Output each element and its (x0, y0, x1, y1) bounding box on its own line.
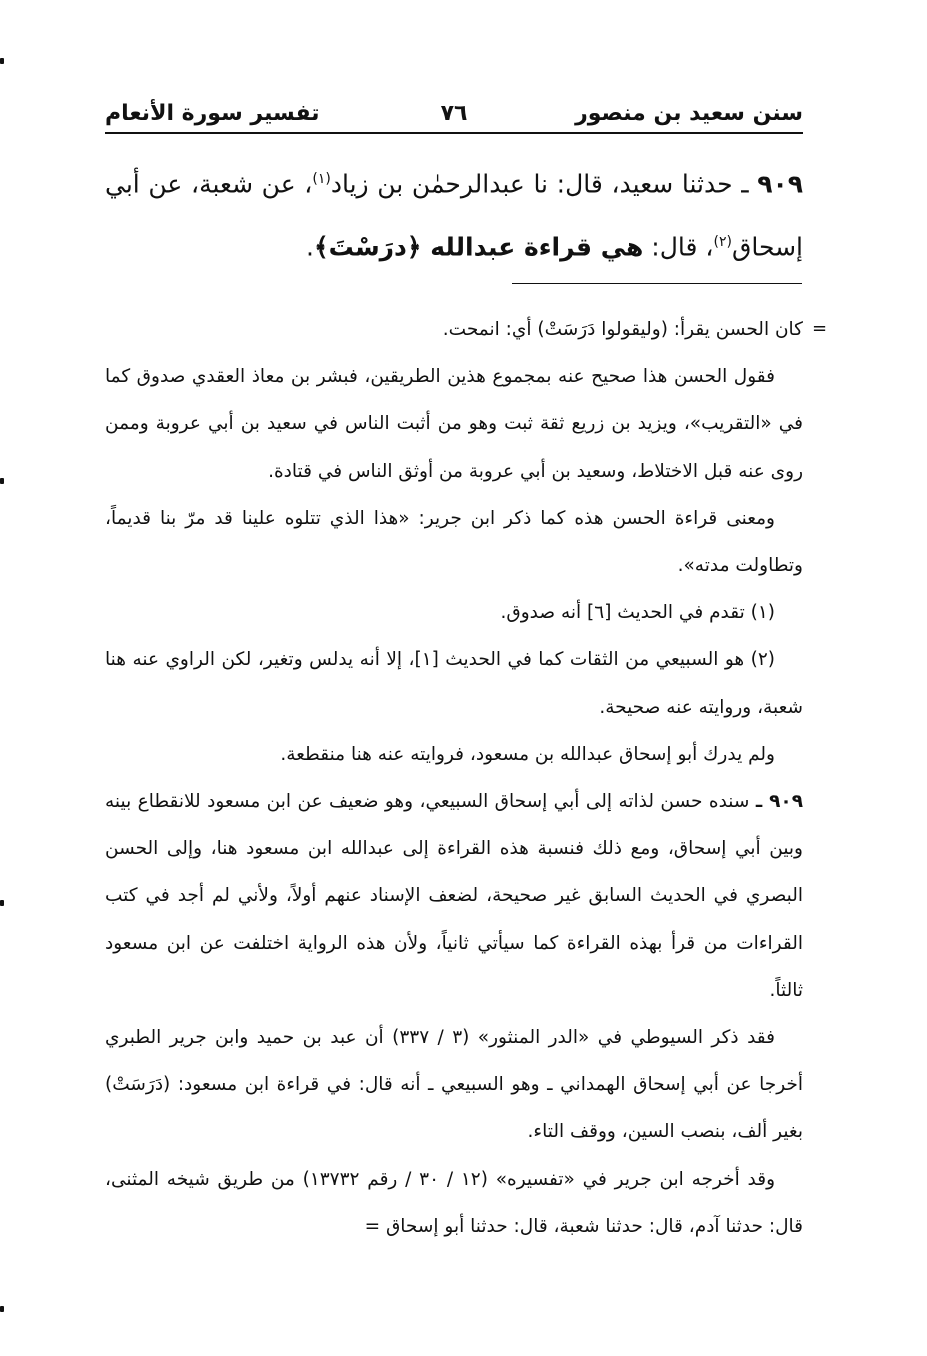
takhrij-paragraph (105, 778, 803, 1014)
margin-mark (0, 1306, 4, 1312)
note-paragraph: فقول الحسن هذا صحيح عنه بمجموع هذين الطريقين، فبشر بن معاذ العقدي صدوق كما في «التقريب»، ويزيد بن زريع ثقة ثبت وهو من أثبت الناس في سعيد بن أبي عروبة وممن روى عنه قبل الاختلاط، وسعيد بن أبي عروبة من أوثق الناس في قتادة. (105, 366, 803, 482)
hadith-chain-part-2: ، عن شعبة، عن أبي إسحاق (105, 169, 803, 262)
footnotes (105, 306, 803, 1250)
footnote-1: (١) تقدم في الحديث [٦] أنه صدوق. (500, 602, 775, 624)
margin-mark (0, 478, 4, 484)
footnote-marker: (٢) (713, 234, 732, 251)
hadith-chain-part-1: ـ حدثنا سعيد، قال: نا عبدالرحمٰن بن زياد (330, 169, 758, 199)
margin-mark (0, 900, 4, 906)
hadith-chain-part-3: ، قال: (643, 232, 714, 262)
footnote-divider (512, 283, 802, 284)
footnote-2: (٢) هو السبيعي من الثقات كما في الحديث [١]، إلا أنه يدلس وتغير، لكن الراوي عنه هنا شعبة، وروايته عنه صحيحة. (105, 649, 803, 718)
hadith-text (105, 150, 803, 277)
section-title: تفسير سورة الأنعام (105, 101, 320, 126)
quran-reading: هي قراءة عبدالله ﴿درَسْتَ﴾ (313, 232, 644, 262)
takhrij-text: سنده حسن لذاته إلى أبي إسحاق السبيعي، وهو ضعيف عن ابن مسعود للانقطاع بينه وبين أبي إسحاق، ومع ذلك فنسبة هذه القراءة إلى عبدالله ابن مسعود هنا، وإلى الحسن البصري في الحديث السابق غير صحيحة، لضعف الإسناد عنهم أولاً، ولأني لم أجد في كتب القراءات من قرأ بهذه القراءة كما سيأتي ثانياً، ولأن هذه الرواية اختلفت عن ابن مسعود ثالثاً. (105, 791, 803, 1001)
note-paragraph: وقد أخرجه ابن جرير في «تفسيره» (١٢ / ٣٠ / رقم ١٣٧٣٢) من طريق شيخه المثنى، قال: حدثنا آدم، قال: حدثنا شعبة، قال: حدثنا أبو إسحاق = (105, 1168, 803, 1237)
page-header (105, 92, 803, 134)
note-paragraph: كان الحسن يقرأ: (وليقولوا دَرَسَتْ) أي: انمحت. (442, 319, 803, 340)
page-number: ٧٦ (440, 101, 468, 126)
note-paragraph: ومعنى قراءة الحسن هذه كما ذكر ابن جرير: «هذا الذي تتلوه علينا قد مرّ بنا قديماً، وتطاولت مدته». (105, 507, 803, 577)
footnote-marker: (١) (312, 171, 331, 187)
note-paragraph: ولم يدرك أبو إسحاق عبدالله بن مسعود، فروايته عنه هنا منقطعة. (280, 743, 775, 765)
continuation-mark: = (812, 318, 828, 339)
hadith-end: . (306, 232, 314, 262)
note-paragraph: فقد ذكر السيوطي في «الدر المنثور» (٣ / ٣٣٧) أن عبد بن حميد وابن جرير الطبري أخرجا عن أبي إسحاق الهمداني ـ وهو السبيعي ـ أنه قال: في قراءة ابن مسعود: (دَرَسَتْ) بغير ألف، بنصب السين، ووقف التاء. (105, 1027, 803, 1143)
hadith-number: ٩٠٩ (757, 169, 803, 199)
margin-mark (0, 58, 4, 64)
book-title: سنن سعيد بن منصور (575, 101, 803, 126)
takhrij-number: ٩٠٩ ـ (755, 791, 803, 813)
